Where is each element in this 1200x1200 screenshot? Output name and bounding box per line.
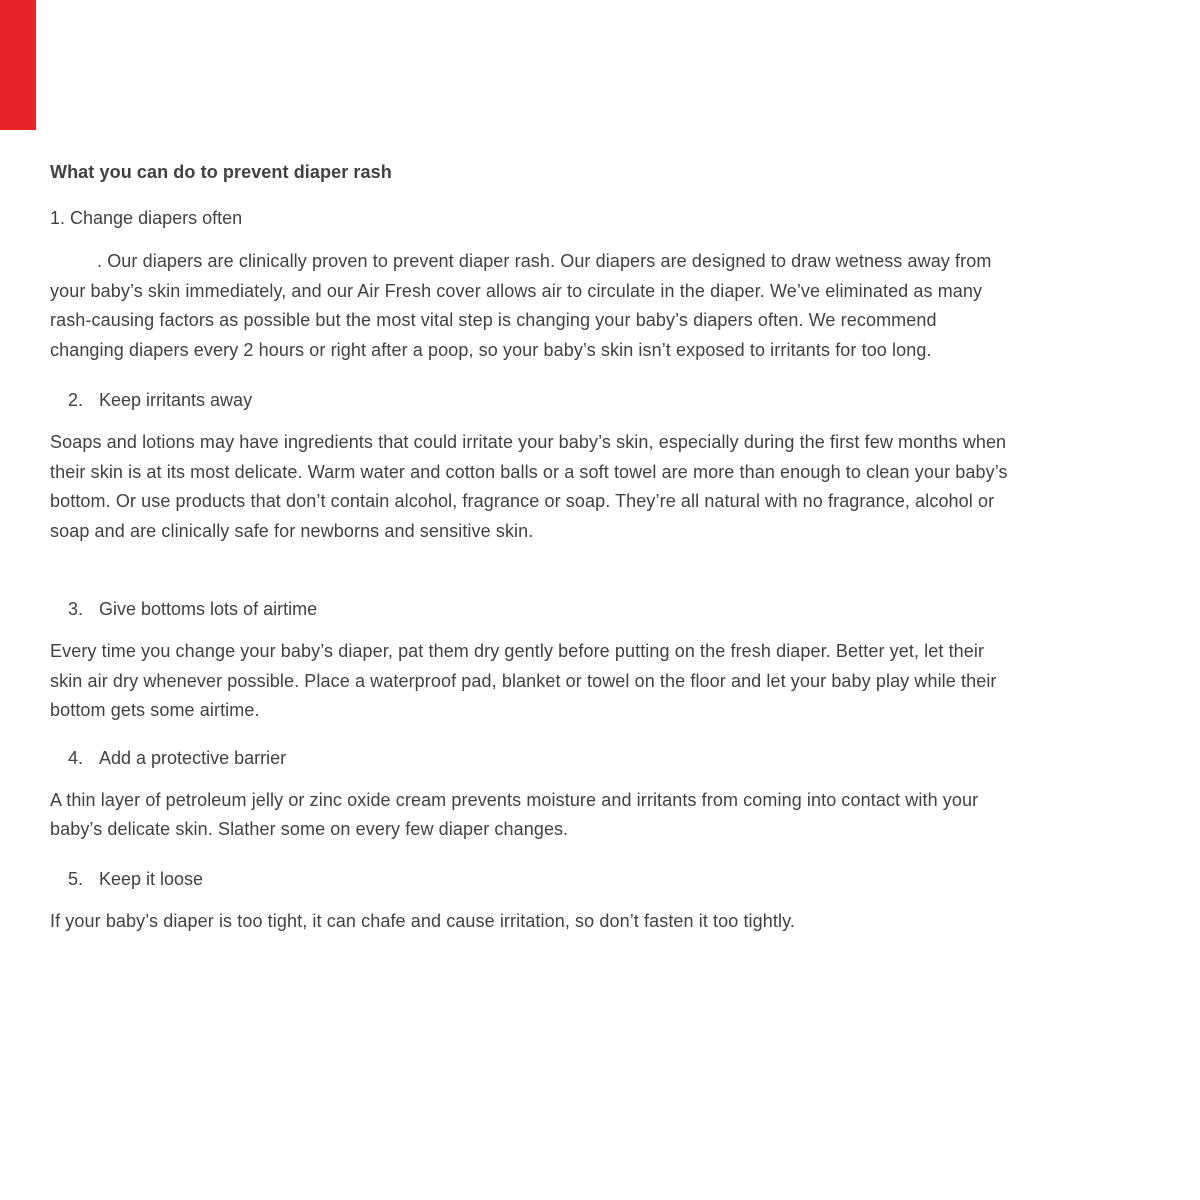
page-title: What you can do to prevent diaper rash xyxy=(50,162,392,182)
list-item-5 xyxy=(50,868,1012,890)
section-keep-irritants-away xyxy=(50,389,1012,546)
list-item-5-number: 5. xyxy=(68,868,84,889)
list-item-4-number: 4. xyxy=(68,747,84,768)
section-paragraph: Every time you change your baby’s diaper, pat them dry gently before putting on the fresh diaper. Better yet, let their skin air dry whenever possible. Place a waterproof pad, blanket or towel on the floor and let your baby play while their bottom gets some airtime. xyxy=(50,641,997,720)
section-paragraph: Soaps and lotions may have ingredients that could irritate your baby’s skin, especially during the first few months when their skin is at its most delicate. Warm water and cotton balls or a soft towel are more than enough to clean your baby’s bottom. Or use products that don’t contain alcohol, fragrance or soap. They’re all natural with no fragrance, alcohol or soap and are clinically safe for newborns and sensitive skin. xyxy=(50,432,1008,541)
list-item-2-number: 2. xyxy=(68,390,84,410)
list-item-4 xyxy=(50,747,1012,769)
section-give-bottoms-airtime xyxy=(50,598,1012,726)
list-item-2-label: Keep irritants away xyxy=(99,390,253,410)
list-item-5-label: Keep it loose xyxy=(99,868,204,889)
list-item-3-number: 3. xyxy=(68,599,84,619)
list-item-1-number: 1. xyxy=(50,208,66,228)
section-paragraph: A thin layer of petroleum jelly or zinc oxide cream prevents moisture and irritants from coming into contact with your baby’s delicate skin. Slather some on every few diaper changes. xyxy=(50,789,979,839)
section-keep-it-loose xyxy=(50,868,1012,937)
list-item-1-label: Change diapers often xyxy=(70,208,243,228)
section-add-protective-barrier xyxy=(50,747,1012,845)
section-paragraph: If your baby’s diaper is too tight, it can chafe and cause irritation, so don’t fasten it too tightly. xyxy=(50,910,795,931)
list-item-2 xyxy=(50,389,1012,411)
article-body xyxy=(50,0,1012,936)
red-banner-fragment xyxy=(0,0,36,130)
list-item-3-label: Give bottoms lots of airtime xyxy=(99,599,318,619)
list-item-4-label: Add a protective barrier xyxy=(99,747,287,768)
list-item-3 xyxy=(50,598,1012,620)
list-item-1 xyxy=(50,207,1012,229)
intro-paragraph: . Our diapers are clinically proven to prevent diaper rash. Our diapers are designed to draw wetness away from your baby’s skin immediately, and our Air Fresh cover allows air to circulate in the diaper. We’ve eliminated as many rash-causing factors as possible but the most vital step is changing your baby’s diapers often. We recommend changing diapers every 2 hours or right after a poop, so your baby’s skin isn’t exposed to irritants for too long. xyxy=(50,251,992,360)
